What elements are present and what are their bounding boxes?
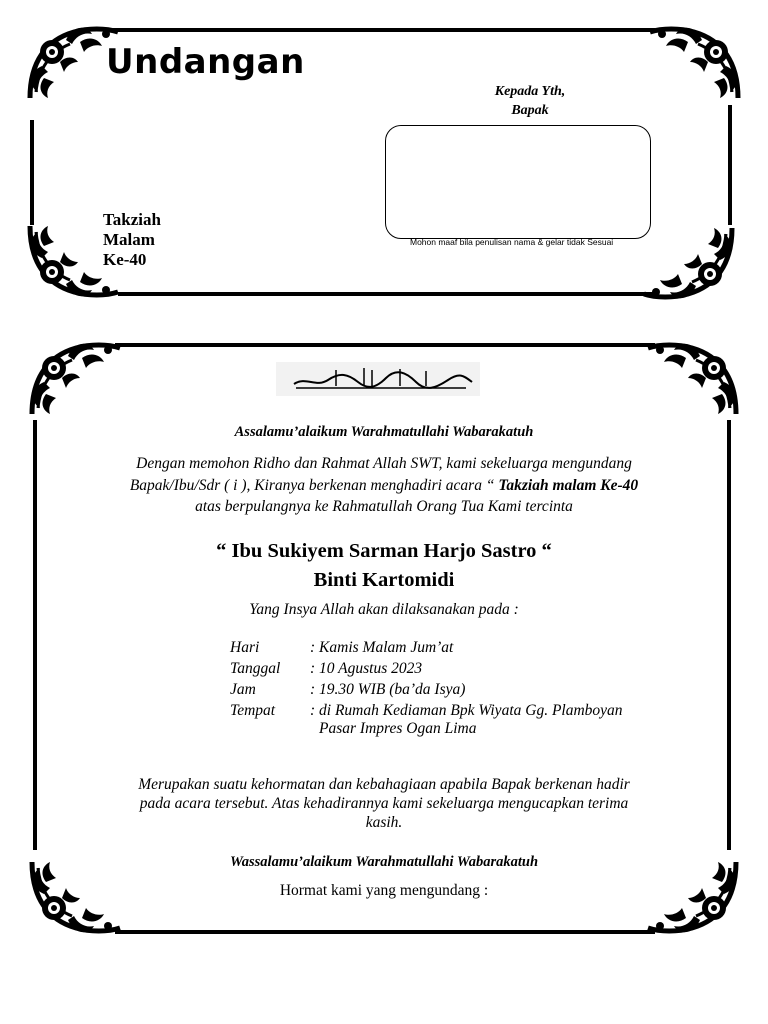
- deceased-name: “ Ibu Sukiyem Sarman Harjo Sastro “: [216, 540, 552, 562]
- closing-text: kasih.: [365, 814, 403, 831]
- intro-text-segment: Bapak/Ibu/Sdr ( i ), Kiranya berkenan menghadiri acara “: [129, 477, 499, 494]
- basmalah-calligraphy: [276, 362, 480, 396]
- corner-ornament-icon: [640, 224, 736, 304]
- detail-label: Tempat: [230, 702, 276, 719]
- detail-value: : di Rumah Kediaman Bpk Wiyata Gg. Plamboyan: [310, 702, 623, 719]
- detail-value: : Kamis Malam Jum’at: [310, 639, 454, 656]
- opening-greeting: Assalamu’alaikum Warahmatullahi Wabarakatuh: [234, 424, 534, 440]
- schedule-intro: Yang Insya Allah akan dilaksanakan pada :: [249, 601, 519, 618]
- recipient-heading: [470, 82, 590, 120]
- intro-text: atas berpulangnya ke Rahmatullah Orang Tua Kami tercinta: [195, 498, 573, 515]
- intro-text: Dengan memohon Ridho dan Rahmat Allah SWT, kami sekeluarga mengundang: [136, 455, 632, 472]
- closing-text: pada acara tersebut. Atas kehadirannya kami sekeluarga mengucapkan terima: [139, 795, 629, 812]
- corner-ornament-icon: [646, 22, 742, 102]
- corner-ornament-icon: [644, 338, 740, 418]
- detail-row-time: [230, 681, 465, 699]
- detail-label: Hari: [230, 639, 260, 656]
- letter-border-top: [115, 343, 655, 347]
- detail-value: : 19.30 WIB (ba’da Isya): [310, 681, 466, 698]
- envelope-border-bottom: [118, 292, 658, 296]
- detail-row-date: [230, 660, 422, 678]
- letter-border-bottom: [115, 930, 655, 934]
- envelope-border-top: [110, 28, 655, 32]
- event-name-emphasis: Takziah malam Ke-40: [498, 477, 639, 494]
- deceased-parent-name: Binti Kartomidi: [313, 569, 455, 591]
- closing-greeting: Wassalamu’alaikum Warahmatullahi Wabarakatuh: [229, 854, 539, 870]
- envelope-border-left: [30, 120, 34, 225]
- detail-label: Tanggal: [230, 660, 281, 677]
- intro-text: [40, 477, 728, 495]
- corner-ornament-icon: [28, 338, 124, 418]
- name-apology-note: Mohon maaf bila penulisan nama & gelar tidak Sesuai: [410, 237, 614, 247]
- detail-label: Jam: [230, 681, 256, 698]
- recipient-line: Kepada Yth,: [494, 84, 566, 99]
- recipient-name-box[interactable]: [385, 125, 651, 239]
- detail-row-place: [230, 702, 623, 720]
- closing-text: Merupakan suatu kehormatan dan kebahagiaan apabila Bapak berkenan hadir: [138, 776, 630, 793]
- detail-value: : 10 Agustus 2023: [310, 660, 423, 677]
- signoff: Hormat kami yang mengundang :: [279, 882, 489, 899]
- envelope-title: Undangan: [106, 42, 305, 82]
- detail-row-day: [230, 639, 453, 657]
- letter-border-left: [33, 420, 37, 850]
- detail-place-continuation: Pasar Impres Ogan Lima: [319, 720, 477, 737]
- recipient-line: Bapak: [511, 103, 549, 118]
- envelope-event-label: Takziah Malam Ke-40: [103, 210, 161, 269]
- envelope-border-right: [728, 105, 732, 225]
